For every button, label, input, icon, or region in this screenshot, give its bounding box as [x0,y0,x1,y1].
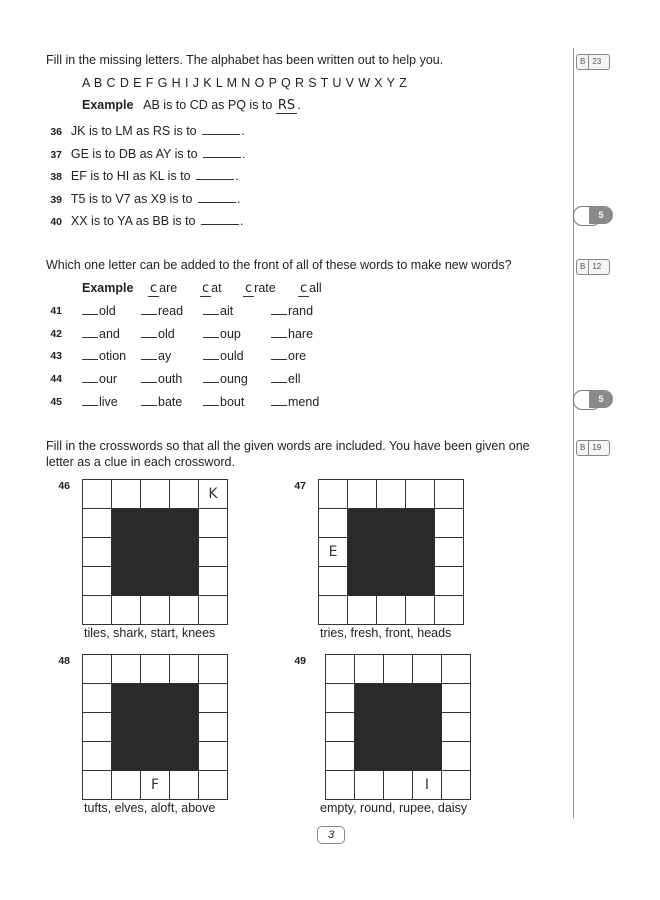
q36-number: 36 [50,126,62,138]
letter-blank[interactable] [82,327,98,338]
q41-word-3 [203,304,233,318]
q38-text: EF is to HI as KL is to [70,169,191,183]
letter-blank[interactable] [271,395,287,406]
puzzle47-number: 47 [294,480,306,492]
q39-row: 39 T5 is to V7 as X9 is to . [40,190,240,208]
q42-number: 42 [50,328,62,340]
word: ore [288,349,307,363]
cell[interactable] [319,596,348,625]
section2-example-word-1 [148,281,177,296]
q43-number: 43 [50,350,62,362]
cell[interactable] [141,596,170,625]
example-text: AB is to CD as PQ is to [143,98,273,112]
letter-blank[interactable] [271,372,287,383]
letter-blank[interactable] [82,372,98,383]
word: ell [288,372,301,386]
margin-line [573,48,574,818]
letter-blank[interactable] [203,304,219,315]
section3-instruction-line2: letter as a clue in each crossword. [46,455,235,469]
page-number: 3 [317,826,345,844]
q37-row: 37 GE is to DB as AY is to . [40,145,246,163]
section2-example-word-4 [298,281,322,296]
cell[interactable] [83,480,112,509]
q44-word-1 [82,372,117,386]
section3-instruction-line1: Fill in the crosswords so that all the given words are included. You have been given one [46,439,530,453]
cell[interactable] [435,480,464,509]
ref-letter: B [580,443,586,452]
word: and [99,327,120,341]
q37-text: GE is to DB as AY is to [70,147,198,161]
cell[interactable] [384,655,413,684]
section2-example-word-3 [243,281,276,296]
black-block [348,509,435,596]
example-word-rest: are [159,281,178,295]
puzzle49-words: empty, round, rupee, daisy [320,801,468,815]
section1-ref-badge [576,54,610,70]
letter-blank[interactable] [203,327,219,338]
word: rand [288,304,314,318]
word: hare [288,327,314,341]
cell[interactable] [199,713,228,742]
section1-score-tab [573,206,613,224]
cell[interactable] [199,567,228,596]
q40-answer-blank[interactable] [201,214,239,225]
q45-number: 45 [50,396,62,408]
section3-ref-badge [576,440,610,456]
q43-word-2 [141,349,171,363]
cell[interactable] [83,567,112,596]
word: otion [99,349,127,363]
letter-blank[interactable] [141,327,157,338]
cell[interactable] [326,684,355,713]
black-block [355,684,442,771]
clue-cell[interactable]: F [141,771,170,800]
cell[interactable] [83,596,112,625]
q39-number: 39 [50,194,62,206]
q41-word-2 [141,304,183,318]
ref-number: 23 [588,55,604,69]
alphabet: A B C D E F G H I J K L M N O P Q R S T U V W X Y Z [82,76,408,90]
cell[interactable] [83,742,112,771]
cell[interactable] [199,655,228,684]
example-letter: c [202,281,210,296]
cell[interactable] [319,567,348,596]
puzzle47-words: tries, fresh, front, heads [320,626,452,640]
cell[interactable] [435,538,464,567]
q41-word-4 [271,304,313,318]
cell[interactable] [326,742,355,771]
word: outh [158,372,183,386]
q43-word-3 [203,349,244,363]
cell[interactable] [199,771,228,800]
letter-blank[interactable] [203,372,219,383]
cell[interactable] [435,567,464,596]
crossword-47 [318,479,464,625]
word: oup [220,327,241,341]
crossword-46 [82,479,228,625]
q37-answer-blank[interactable] [203,147,241,158]
q43-word-4 [271,349,306,363]
word: live [99,395,118,409]
q44-word-2 [141,372,182,386]
q39-text: T5 is to V7 as X9 is to [70,192,193,206]
word: read [158,304,184,318]
cell[interactable] [199,538,228,567]
cell[interactable] [384,771,413,800]
example-answer: RS [277,98,296,113]
cell[interactable] [355,771,384,800]
cell[interactable] [355,655,384,684]
ref-letter: B [580,262,586,271]
letter-blank[interactable] [82,304,98,315]
letter-blank[interactable] [141,304,157,315]
puzzle48-number: 48 [58,655,70,667]
example-label: Example [82,98,134,112]
cell[interactable] [141,655,170,684]
q40-number: 40 [50,216,62,228]
puzzle49-number: 49 [294,655,306,667]
cell[interactable] [112,596,141,625]
cell[interactable] [170,771,199,800]
cell[interactable] [442,771,471,800]
q45-word-2 [141,395,182,409]
q41-word-1 [82,304,116,318]
word: old [99,304,116,318]
cell[interactable] [112,480,141,509]
example-letter: c [245,281,253,296]
q41-number: 41 [50,305,62,317]
word: our [99,372,118,386]
letter-blank[interactable] [203,395,219,406]
word: oung [220,372,248,386]
cell[interactable] [326,771,355,800]
cell[interactable] [83,538,112,567]
score-total: 5 [589,390,613,408]
cell[interactable] [442,684,471,713]
section2-instruction: Which one letter can be added to the front of all of these words to make new words? [46,258,512,272]
ref-number: 19 [588,441,604,455]
cell[interactable] [326,655,355,684]
word: ay [158,349,172,363]
letter-blank[interactable] [141,349,157,360]
cell[interactable] [199,684,228,713]
example-word-rest: at [211,281,222,295]
clue-cell[interactable]: K [199,480,228,509]
puzzle46-words: tiles, shark, start, knees [84,626,216,640]
cell[interactable] [435,596,464,625]
letter-blank[interactable] [271,304,287,315]
q44-word-4 [271,372,301,386]
cell[interactable] [199,596,228,625]
cell[interactable] [112,771,141,800]
puzzle46-number: 46 [58,480,70,492]
word: ould [220,349,244,363]
clue-cell[interactable]: I [413,771,442,800]
q42-word-1 [82,327,120,341]
ref-number: 12 [588,260,604,274]
cell[interactable] [413,655,442,684]
cell[interactable] [170,655,199,684]
cell[interactable] [170,596,199,625]
q38-number: 38 [50,171,62,183]
cell[interactable] [406,480,435,509]
q45-word-3 [203,395,244,409]
section2-score-tab [573,390,613,408]
letter-blank[interactable] [271,327,287,338]
letter-blank[interactable] [82,349,98,360]
example-letter: c [150,281,158,296]
q44-word-3 [203,372,248,386]
section1-instruction: Fill in the missing letters. The alphabet has been written out to help you. [46,53,444,67]
example-word-rest: rate [254,281,276,295]
ref-letter: B [580,57,586,66]
cell[interactable] [406,596,435,625]
q45-word-4 [271,395,319,409]
black-block [112,684,199,771]
clue-cell[interactable]: E [319,538,348,567]
letter-blank[interactable] [82,395,98,406]
section1-example [82,98,301,113]
cell[interactable] [83,655,112,684]
word: bout [220,395,245,409]
cell[interactable] [112,655,141,684]
q39-answer-blank[interactable] [198,192,236,203]
cell[interactable] [319,480,348,509]
q40-text: XX is to YA as BB is to [70,214,196,228]
word: ait [220,304,234,318]
cell[interactable] [141,480,170,509]
letter-blank[interactable] [203,349,219,360]
q38-row: 38 EF is to HI as KL is to . [40,167,239,185]
cell[interactable] [348,596,377,625]
q42-word-2 [141,327,175,341]
q42-word-4 [271,327,313,341]
word: bate [158,395,183,409]
cell[interactable] [83,771,112,800]
crossword-49 [325,654,471,800]
black-block [112,509,199,596]
cell[interactable] [83,713,112,742]
cell[interactable] [435,509,464,538]
crossword-48 [82,654,228,800]
cell[interactable] [326,713,355,742]
section2-example-label: Example [82,281,134,295]
cell[interactable] [199,742,228,771]
cell[interactable] [83,684,112,713]
cell[interactable] [377,596,406,625]
cell[interactable] [377,480,406,509]
example-word-rest: all [309,281,322,295]
section2-example-word-2 [200,281,222,296]
letter-blank[interactable] [141,395,157,406]
cell[interactable] [83,509,112,538]
q40-row: 40 XX is to YA as BB is to . [40,212,243,230]
word: mend [288,395,320,409]
q36-row: 36 JK is to LM as RS is to . [40,122,245,140]
section2-ref-badge [576,259,610,275]
cell[interactable] [319,509,348,538]
example-letter: c [300,281,308,296]
letter-blank[interactable] [141,372,157,383]
q42-word-3 [203,327,241,341]
q36-answer-blank[interactable] [202,124,240,135]
score-total: 5 [589,206,613,224]
cell[interactable] [442,655,471,684]
cell[interactable] [442,713,471,742]
example-end: . [297,98,301,112]
word: old [158,327,175,341]
q36-text: JK is to LM as RS is to [70,124,197,138]
letter-blank[interactable] [271,349,287,360]
q44-number: 44 [50,373,62,385]
q43-word-1 [82,349,126,363]
cell[interactable] [348,480,377,509]
cell[interactable] [442,742,471,771]
q37-number: 37 [50,149,62,161]
cell[interactable] [170,480,199,509]
q38-answer-blank[interactable] [196,169,234,180]
cell[interactable] [199,509,228,538]
puzzle48-words: tufts, elves, aloft, above [84,801,216,815]
q45-word-1 [82,395,118,409]
